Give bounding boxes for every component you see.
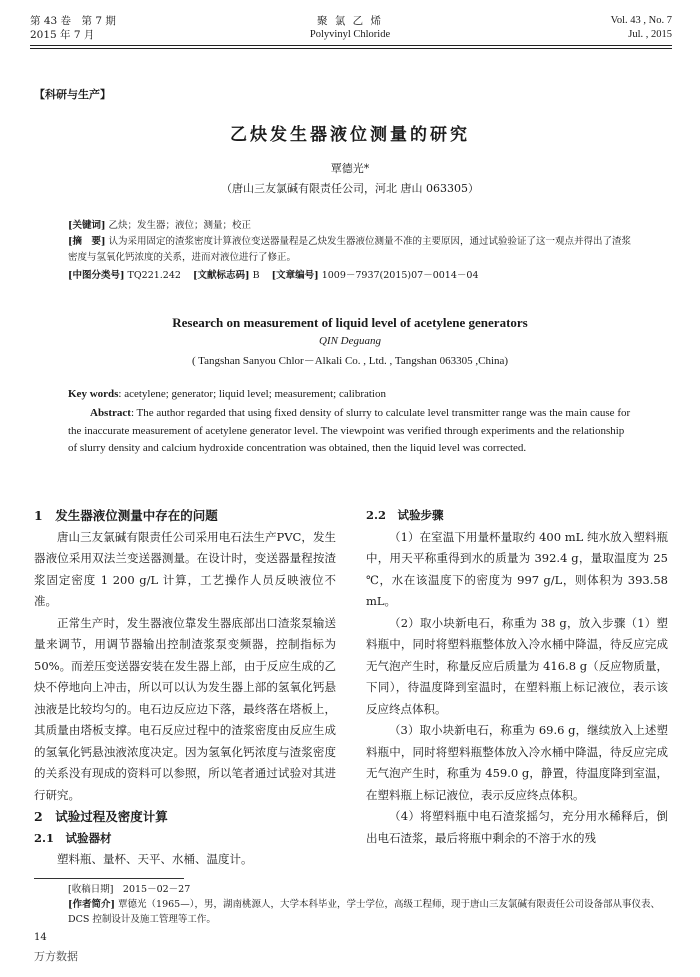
header-rule-thick xyxy=(30,45,672,46)
paragraph: （1）在室温下用量杯量取约 400 mL 纯水放入塑料瓶中，用天平称重得到水的质量为 392.4 g，量取温度为 25 ℃，水在该温度下的密度为 997 g/L，则体积为 393.58 mL。 xyxy=(366,529,668,608)
footnote xyxy=(68,882,668,927)
watermark: 万方数据 xyxy=(34,950,78,963)
author-cn: 覃德光* xyxy=(330,162,370,175)
journal-volume-issue: 第 43 卷 第 7 期 2015 年 7 月 xyxy=(30,15,116,41)
abstract-cn: [摘 要] 认为采用固定的渣浆密度计算液位变送器量程是乙炔发生器液位测量不准的主要原因，通过试验验证了这一观点并得出了渣浆密度与氢氧化钙浓度的关系，进而对液位进行了修正。 xyxy=(68,236,632,263)
title-en: Research on measurement of liquid level of acetylene generators xyxy=(172,315,528,330)
received-date: [收稿日期] 2015－02－27 xyxy=(68,884,191,895)
body-column-left xyxy=(34,505,336,871)
paragraph: 正常生产时，发生器液位靠发生器底部出口渣浆泵输送量来调节，用调节器输出控制渣浆泵变频器，控制指标为 50%。而差压变送器安装在发生器上部，由于反应生成的乙炔不停地向上冲击，所以可以认为发生器上部的氢氧化钙悬浊液是比较均匀的。电石边反应边下落，最终落在塔板上，其质量由塔板支撑。电石反应过程中的渣浆密度由反应生成的氢氧化钙悬浊液浓度决定。因为氢氧化钙浓度与渣浆密度的关系没有现成的资料可以参照，所以笔者通过试验对其进行研究。 xyxy=(34,615,336,802)
title-cn: 乙炔发生器液位测量的研究 xyxy=(230,125,470,145)
abstract-en: Abstract: The author regarded that using fixed density of slurry to calculate level transmitter range was the main cause for the inaccurate measurement of acetylene generator level. The viewpoint was verified through experiments and the relationship of slurry density and calcium hydroxide concentration was obtained, then the liquid level was corrected. xyxy=(68,407,631,455)
paragraph: 唐山三友氯碱有限责任公司采用电石法生产PVC，发生器液位采用双法兰变送器测量。在设计时，变送器量程按渣浆固定密度 1 200 g/L 计算，工艺操作人员反映液位不准。 xyxy=(34,529,336,608)
journal-volume-en: Vol. 43 , No. 7 Jul. , 2015 xyxy=(610,15,672,40)
affiliation-cn: （唐山三友氯碱有限责任公司，河北 唐山 063305） xyxy=(221,182,479,195)
page-number: 14 xyxy=(34,932,47,943)
keywords-cn: [关键词] 乙炔；发生器；液位；测量；校正 xyxy=(68,220,252,231)
header-rule-thin xyxy=(30,48,672,49)
affiliation-en: ( Tangshan Sanyou Chlor－Alkali Co. , Ltd. , Tangshan 063305 ,China) xyxy=(191,355,509,367)
paragraph: （4）将塑料瓶中电石渣浆摇匀，充分用水稀释后，倒出电石渣浆，最后将瓶中剩余的不溶于水的残 xyxy=(366,809,668,845)
author-en: QIN Deguang xyxy=(318,335,382,347)
author-bio: [作者简介] 覃德光（1965—），男，湖南桃源人，大学本科毕业，学士学位，高级工程师，现于唐山三友氯碱有限责任公司设备部从事仪表、DCS 控制设计及施工管理等工作。 xyxy=(68,899,660,925)
keywords-en: Key words: acetylene; generator; liquid level; measurement; calibration xyxy=(68,388,386,400)
journal-title: 聚 氯 乙 烯 Polyvinyl Chloride xyxy=(309,15,391,40)
classification-line: [中图分类号] TQ221.242 [文献标志码] B [文章编号] 1009－7937(2015)07－0014－04 xyxy=(68,270,479,281)
paragraph: （2）取小块新电石，称重为 38 g，放入步骤（1）塑料瓶中，同时将塑料瓶整体放入冷水桶中降温，待反应完成无气泡产生时，称量反应后质量为 416.8 g（反应物质量，下同），待温度降到室温时，在塑料瓶上标记液位，表示该反应终点体积。 xyxy=(366,615,668,716)
section-1-heading: 1 发生器液位测量中存在的问题 xyxy=(34,508,218,523)
section-2-1-heading: 2.1 试验器材 xyxy=(34,830,112,845)
paragraph: 塑料瓶、量杯、天平、水桶、温度计。 xyxy=(57,852,253,866)
body-column-right xyxy=(366,505,668,849)
section-label: 【科研与生产】 xyxy=(34,88,111,101)
footnote-rule xyxy=(34,878,184,879)
section-2-2-heading: 2.2 试验步骤 xyxy=(366,508,444,522)
paragraph: （3）取小块新电石，称重为 69.6 g，继续放入上述塑料瓶中，同时将塑料瓶整体放入冷水桶中降温，待反应完成无气泡产生时，称重为 459.0 g，静置，待温度降到室温，在塑料瓶上标记液位，表示反应终点体积。 xyxy=(366,723,668,802)
section-2-heading: 2 试验过程及密度计算 xyxy=(34,809,168,824)
